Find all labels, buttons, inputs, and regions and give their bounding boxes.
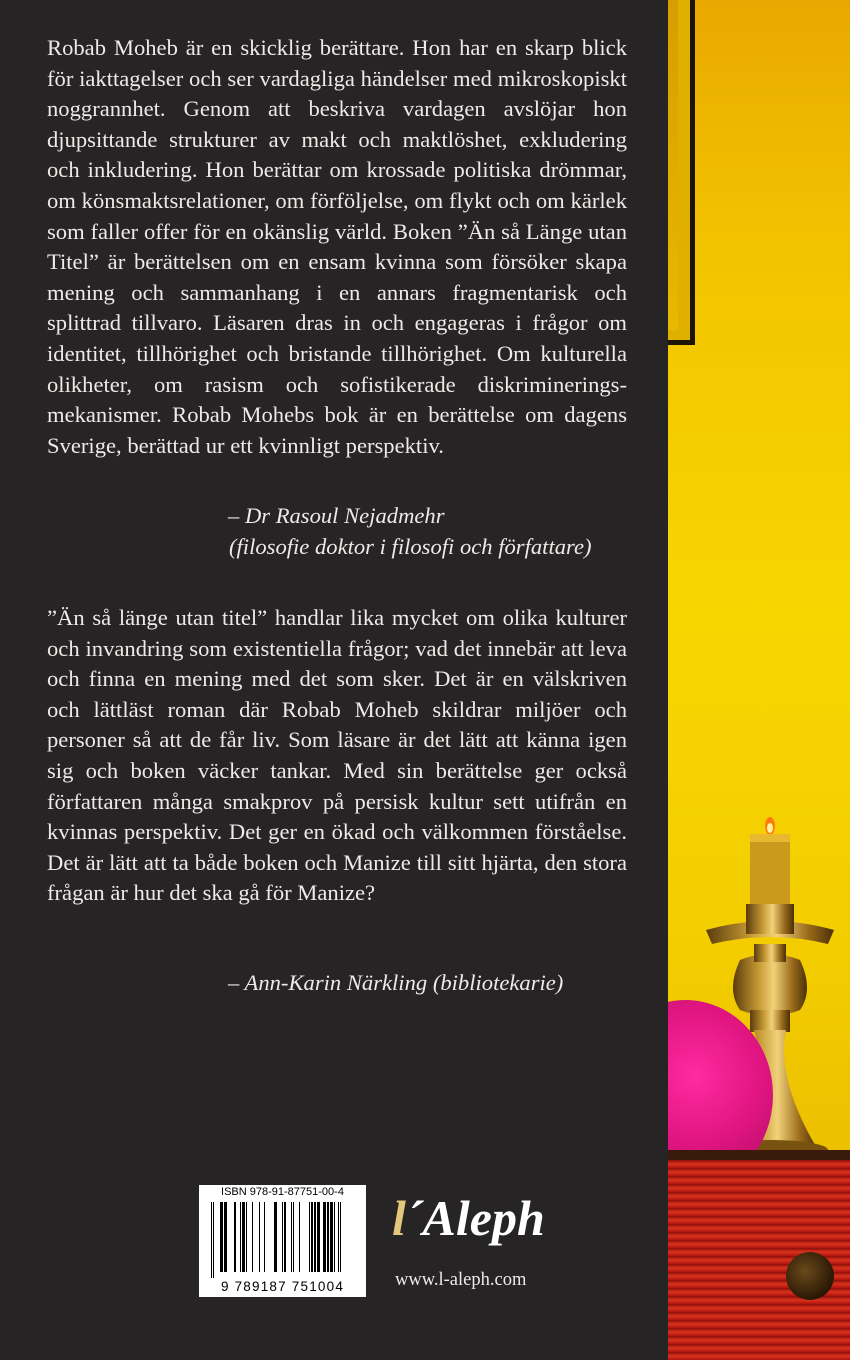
brass-knob-image [786,1252,834,1300]
cover-photo-strip [668,0,850,1360]
isbn-barcode [199,1185,366,1297]
review-attribution-1-name: – Dr Rasoul Nejadmehr [228,503,445,528]
isbn-label: ISBN 978-91-87751-00-4 [221,1186,344,1198]
publisher-logo-text: ´Aleph [405,1190,545,1246]
barcode-bars [211,1202,354,1278]
review-attribution-2: – Ann-Karin Närkling (bibliotekarie) [228,970,564,995]
review-attribution-1-role: (filosofie doktor i filosofi och författare) [229,534,592,559]
publisher-logo-accent: l [392,1190,406,1246]
review-paragraph-1: Robab Moheb är en skicklig berättare. Hon har en skarp blick för iakttagelser och ser vardagliga händelser med mikroskopiskt noggrannhet. Genom att beskriva vardagen avslöjar hon djupsittande strukturer av makt och maktlöshet, exkludering och inkludering. Hon berättar om krossade politiska drömmar, om könsmaktsrelationer, om förföljelse, om flykt och om kärlek som faller offer för en okänslig värld. Boken ”Än så Länge utan Titel” är berättelsen om en ensam kvinna som försöker skapa mening och sammanhang i en annars fragmentarisk och splittrad tillvaro. Läsaren dras in och engageras i frågor om identitet, tillhörighet och bristande tillhörighet. Om kulturella olikheter, om rasism och sofistikerade diskrimineringsmekanismer. Robab Mohebs bok är en berättelse om dagens Sverige, berättad ur ett kvinnligt perspektiv. [47,35,627,458]
publisher-url: www.l-aleph.com [395,1270,527,1290]
ean-digits: 9 789187 751004 [220,1279,345,1294]
publisher-logo [392,1188,545,1248]
review-paragraph-2: ”Än så länge utan titel” handlar lika mycket om olika kulturer och invandring som existentiella frågor; vad det innebär att leva och finna en mening med det som sker. Det är en välskriven och lättläst roman där Robab Moheb skildrar miljöer och personer så att de får liv. Som läsare är det lätt att känna igen sig och boken väcker tankar. Med sin berättelse ger också författaren många smakprov på persisk kultur sett utifrån en kvinnas perspektiv. Det ger en ökad och välkommen förståelse. Det är lätt att ta både boken och Manize till sitt hjärta, den stora frågan är hur det ska gå för Manize? [47,605,627,906]
